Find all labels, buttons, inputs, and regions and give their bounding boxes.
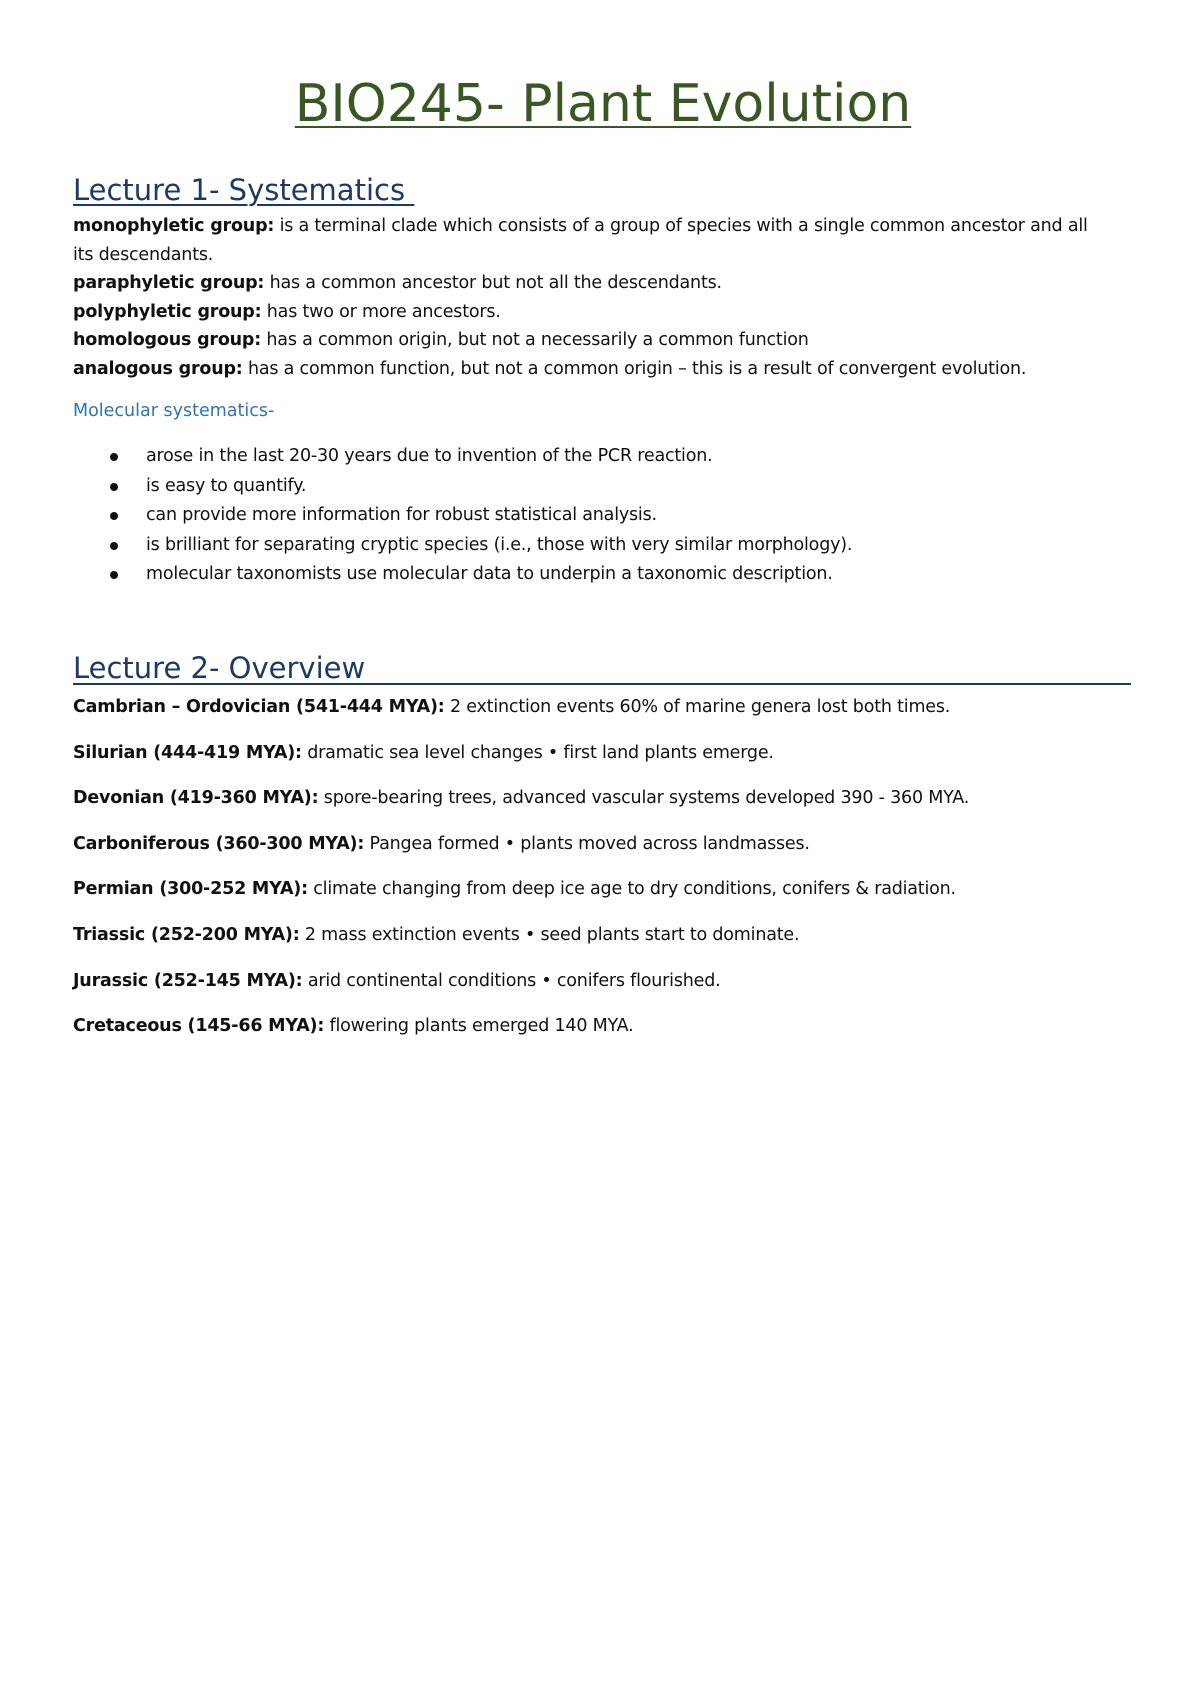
- period-label: Silurian (444-419 MYA):: [73, 742, 302, 763]
- period-label: Permian (300-252 MYA):: [73, 879, 308, 900]
- period-triassic: [73, 922, 1133, 948]
- period-cretaceous: [73, 1013, 1133, 1039]
- definition-term: polyphyletic group:: [73, 301, 262, 322]
- definition-text: has two or more ancestors.: [261, 301, 501, 322]
- definition-term: monophyletic group:: [73, 216, 275, 236]
- period-label: Triassic (252-200 MYA):: [73, 924, 300, 945]
- period-label: Carboniferous (360-300 MYA):: [73, 833, 365, 854]
- definition-term: paraphyletic group:: [73, 273, 265, 293]
- bullet-item: [73, 442, 852, 472]
- bullet-icon: [110, 571, 118, 579]
- bullet-item: [73, 531, 852, 561]
- definition-term: analogous group:: [73, 358, 243, 379]
- bullet-icon: [110, 512, 118, 520]
- definition-paraphyletic: [73, 269, 1113, 298]
- period-silurian: [73, 740, 1133, 766]
- lecture-1-heading: Lecture 1- Systematics: [73, 173, 415, 207]
- geologic-periods-list: [73, 694, 1133, 1059]
- period-text: arid continental conditions • conifers flourished.: [302, 970, 721, 991]
- definition-homologous: [73, 326, 1113, 355]
- period-label: Devonian (419-360 MYA):: [73, 788, 319, 809]
- bullet-item: [73, 501, 852, 531]
- bullet-icon: [110, 542, 118, 550]
- period-text: flowering plants emerged 140 MYA.: [324, 1016, 634, 1037]
- definition-text: has a common origin, but not a necessarily a common function: [261, 330, 809, 350]
- definition-text: has a common function, but not a common origin – this is a result of convergent evolution.: [242, 358, 1027, 379]
- period-text: climate changing from deep ice age to dry conditions, conifers & radiation.: [307, 879, 956, 900]
- period-label: Cambrian – Ordovician (541-444 MYA):: [73, 697, 445, 717]
- definition-text: is a terminal clade which consists of a group of species with a single common ancestor and all its descendants.: [73, 216, 1088, 265]
- definition-monophyletic: [73, 212, 1113, 269]
- bullet-text: is easy to quantify.: [146, 475, 307, 496]
- bullet-item: [73, 472, 852, 502]
- period-text: 2 extinction events 60% of marine genera lost both times.: [444, 697, 951, 717]
- bullet-text: can provide more information for robust statistical analysis.: [146, 505, 657, 526]
- document-title: BIO245- Plant Evolution: [294, 74, 912, 134]
- definition-analogous: [73, 355, 1113, 384]
- period-jurassic: [73, 968, 1133, 994]
- molecular-systematics-subheading: Molecular systematics-: [73, 401, 275, 421]
- period-text: 2 mass extinction events • seed plants start to dominate.: [299, 924, 800, 945]
- molecular-systematics-bullets: [73, 442, 852, 590]
- period-permian: [73, 876, 1133, 902]
- definition-term: homologous group:: [73, 330, 262, 350]
- bullet-item: [73, 560, 852, 590]
- definitions-list: [73, 212, 1113, 383]
- period-cambrian-ordovician: [73, 694, 1133, 720]
- bullet-text: arose in the last 20-30 years due to invention of the PCR reaction.: [146, 446, 713, 466]
- bullet-text: molecular taxonomists use molecular data to underpin a taxonomic description.: [146, 564, 833, 585]
- period-text: Pangea formed • plants moved across landmasses.: [364, 833, 810, 854]
- period-text: dramatic sea level changes • first land plants emerge.: [301, 742, 774, 763]
- bullet-icon: [110, 483, 118, 491]
- period-label: Cretaceous (145-66 MYA):: [73, 1016, 325, 1037]
- period-label: Jurassic (252-145 MYA):: [73, 970, 303, 991]
- bullet-icon: [110, 453, 118, 461]
- lecture-2-heading: Lecture 2- Overview: [73, 650, 1131, 685]
- definition-polyphyletic: [73, 298, 1113, 327]
- period-text: spore-bearing trees, advanced vascular systems developed 390 - 360 MYA.: [318, 788, 970, 809]
- period-carboniferous: [73, 831, 1133, 857]
- period-devonian: [73, 785, 1133, 811]
- bullet-text: is brilliant for separating cryptic species (i.e., those with very similar morphology).: [146, 534, 853, 555]
- definition-text: has a common ancestor but not all the descendants.: [264, 273, 722, 293]
